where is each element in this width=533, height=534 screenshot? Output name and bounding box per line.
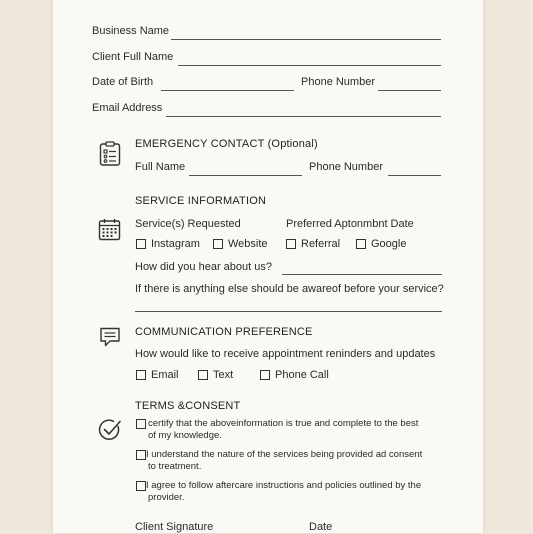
anything-else-label: If there is anything else should be awareof before your service? [135,283,444,295]
email-checkbox[interactable] [136,370,146,380]
instagram-option-label: Instagram [151,238,200,250]
aftercare-consent-line1: I agree to follow aftercare instructions and policies outlined by the [146,480,422,491]
hear-about-us-field[interactable] [282,274,442,275]
certify-consent-line1: certify that the aboveinformation is true and complete to the best [148,418,419,429]
email-option-label: Email [151,369,179,381]
google-checkbox[interactable] [356,239,366,249]
communication-preference-heading: COMMUNICATION PREFERENCE [135,326,313,338]
communication-question: How would like to receive appointment reninders and updates [135,348,436,360]
business-name-label: Business Name [92,25,170,37]
intake-form-sheet [53,0,483,533]
email-address-field[interactable] [166,116,441,117]
website-checkbox[interactable] [213,239,223,249]
emergency-phone-field[interactable] [388,175,441,176]
speech-bubble-icon [99,326,121,348]
date-of-birth-field[interactable] [161,90,294,91]
preferred-appointment-date-label: Preferred Aptonmbnt Date [286,218,414,230]
certify-consent-line2: of my knowledge. [148,430,222,441]
referral-option-label: Referral [301,238,341,250]
referral-checkbox[interactable] [286,239,296,249]
checkmark-circle-icon [98,418,122,442]
terms-consent-heading: TERMS &CONSENT [135,400,241,412]
anything-else-field[interactable] [135,311,442,312]
emergency-full-name-label: Full Name [135,161,186,173]
clipboard-list-icon [99,141,121,166]
services-requested-label: Service(s) Requested [135,218,241,230]
calendar-icon [98,218,121,241]
google-option-label: Google [371,238,407,250]
certify-consent-checkbox[interactable] [136,419,146,429]
text-option-label: Text [213,369,234,381]
phone-call-checkbox[interactable] [260,370,270,380]
aftercare-consent-line2: provider. [148,492,185,503]
emergency-phone-label: Phone Number [309,161,383,173]
website-option-label: Website [228,238,268,250]
email-address-label: Email Address [92,102,163,114]
emergency-contact-heading: EMERGENCY CONTACT (Optional) [135,138,318,150]
phone-number-field[interactable] [378,90,441,91]
understand-consent-checkbox[interactable] [136,450,146,460]
phone-call-option-label: Phone Call [275,369,329,381]
understand-consent-line2: to treatment. [148,461,202,472]
hear-about-us-label: How did you hear about us? [135,261,272,273]
date-label: Date [309,521,333,533]
service-information-heading: SERVICE INFORMATION [135,195,267,207]
emergency-full-name-field[interactable] [189,175,302,176]
business-name-field[interactable] [171,39,441,40]
text-checkbox[interactable] [198,370,208,380]
understand-consent-line1: I understand the nature of the services being provided ad consent [146,449,423,460]
date-of-birth-label: Date of Birth [92,76,154,88]
phone-number-label: Phone Number [301,76,375,88]
aftercare-consent-checkbox[interactable] [136,481,146,491]
instagram-checkbox[interactable] [136,239,146,249]
client-full-name-label: Client Full Name [92,51,174,63]
client-full-name-field[interactable] [178,65,441,66]
client-signature-label: Client Signature [135,521,214,533]
